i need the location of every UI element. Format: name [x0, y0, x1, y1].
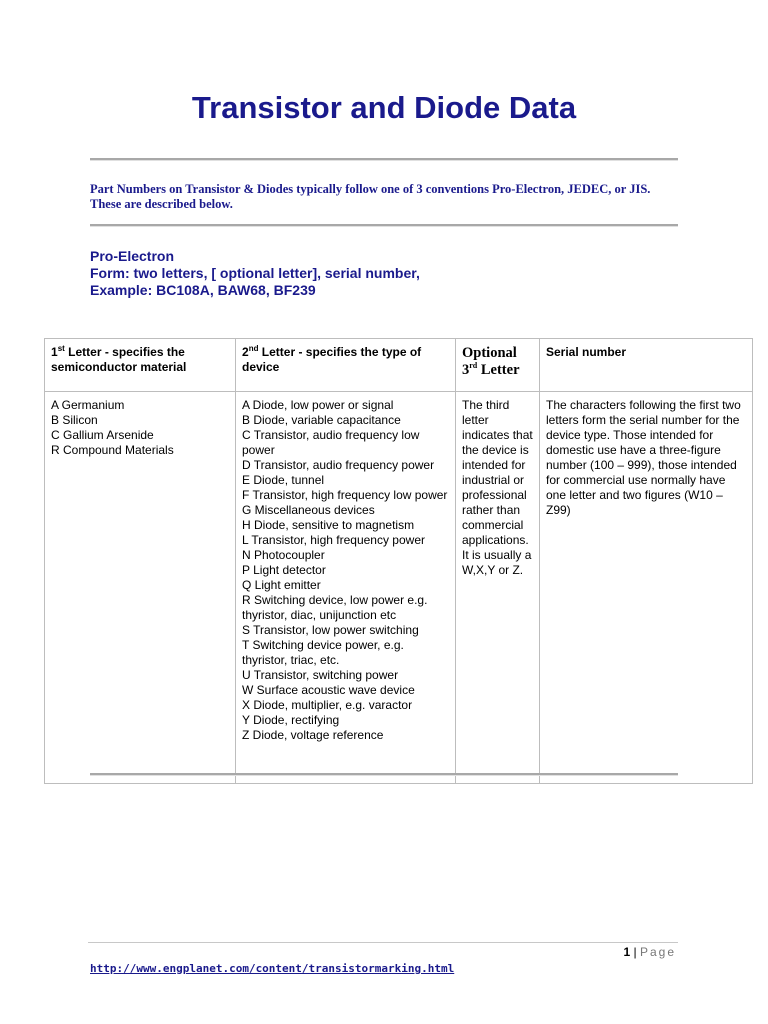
intro-divider — [90, 224, 678, 227]
intro-paragraph — [90, 182, 690, 212]
device-type-list — [242, 398, 450, 743]
pro-electron-section — [90, 248, 690, 299]
page-number: 1 | Page — [623, 945, 676, 959]
pro-electron-form: Form: two letters, [ optional letter], serial number, — [90, 265, 420, 281]
list-item: T Switching device power, e.g. thyristor, triac, etc. — [242, 638, 404, 667]
intro-line-2: These are described below. — [90, 197, 233, 211]
list-item: B Silicon — [51, 413, 98, 427]
list-item: A Germanium — [51, 398, 125, 412]
list-item: P Light detector — [242, 563, 326, 577]
pro-electron-table — [44, 338, 753, 784]
footer-divider — [88, 942, 678, 943]
cell-serial-number-text: The characters following the first two letters form the serial number for the device type. Those intended for domestic use have a three-figure number (100 – 999), those intended for commercial use normally have one letter and two figures (W10 – Z99) — [540, 392, 753, 784]
list-item: A Diode, low power or signal — [242, 398, 394, 412]
header-optional-third-letter: Optional 3rd Letter — [456, 339, 540, 392]
title-divider — [90, 158, 678, 161]
list-item: G Miscellaneous devices — [242, 503, 375, 517]
page-title: Transistor and Diode Data — [191, 90, 577, 125]
list-item: U Transistor, switching power — [242, 668, 399, 682]
table-divider — [90, 773, 678, 776]
header-serial-number: Serial number — [540, 339, 753, 392]
list-item: S Transistor, low power switching — [242, 623, 419, 637]
header-first-letter: 1st Letter - specifies the semiconductor material — [45, 339, 236, 392]
list-item: N Photocoupler — [242, 548, 325, 562]
source-url-link[interactable]: http://www.engplanet.com/content/transistormarking.html — [90, 962, 455, 975]
list-item: Q Light emitter — [242, 578, 321, 592]
pro-electron-example: Example: BC108A, BAW68, BF239 — [90, 282, 316, 298]
cell-material-list — [45, 392, 236, 784]
table-body-row — [45, 392, 753, 784]
list-item: B Diode, variable capacitance — [242, 413, 401, 427]
material-list — [51, 398, 230, 458]
pro-electron-heading: Pro-Electron — [90, 248, 175, 264]
list-item: H Diode, sensitive to magnetism — [242, 518, 415, 532]
list-item: L Transistor, high frequency power — [242, 533, 425, 547]
table-header-row — [45, 339, 753, 392]
list-item: F Transistor, high frequency low power — [242, 488, 448, 502]
list-item: C Gallium Arsenide — [51, 428, 154, 442]
list-item: Y Diode, rectifying — [242, 713, 340, 727]
list-item: R Switching device, low power e.g. thyristor, diac, unijunction etc — [242, 593, 428, 622]
list-item: D Transistor, audio frequency power — [242, 458, 435, 472]
list-item: C Transistor, audio frequency low power — [242, 428, 420, 457]
cell-third-letter-text: The third letter indicates that the device is intended for industrial or professional rather than commercial applications. It is usually a W,X,Y or Z. — [456, 392, 540, 784]
intro-line-1: Part Numbers on Transistor & Diodes typically follow one of 3 conventions Pro-Electron, JEDEC, or JIS. — [90, 182, 651, 196]
cell-device-type-list — [236, 392, 456, 784]
list-item: R Compound Materials — [51, 443, 174, 457]
list-item: Z Diode, voltage reference — [242, 728, 384, 742]
header-second-letter: 2nd Letter - specifies the type of device — [236, 339, 456, 392]
list-item: W Surface acoustic wave device — [242, 683, 415, 697]
list-item: E Diode, tunnel — [242, 473, 325, 487]
list-item: X Diode, multiplier, e.g. varactor — [242, 698, 413, 712]
